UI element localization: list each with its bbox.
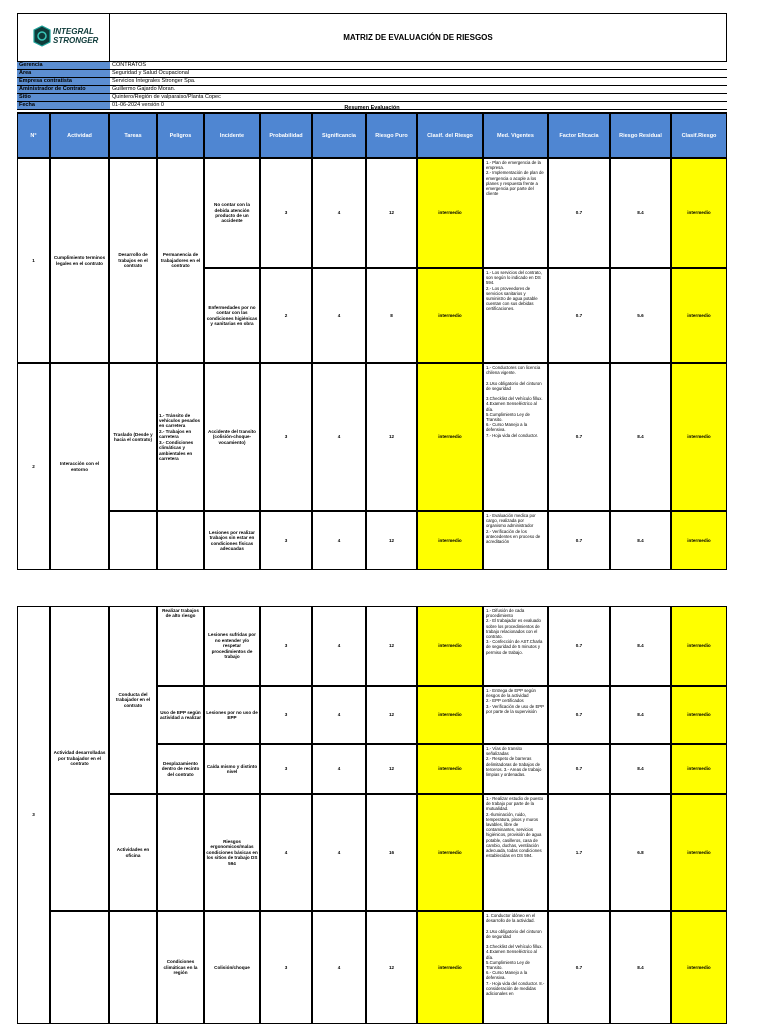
riesgo-residual-cell: 8.4 (610, 606, 671, 686)
info-label: Aministrador de Contrato (17, 86, 110, 93)
incidente-cell: No contar con la debida atención producto de un accidente (204, 158, 260, 268)
info-label: Empresa contratista (17, 78, 110, 85)
info-row (17, 86, 727, 94)
riesgo-puro-cell: 12 (366, 911, 417, 1024)
empty-cell (157, 794, 204, 911)
row-number: 2 (17, 363, 50, 570)
col-header-n: N° (17, 113, 50, 158)
riesgo-residual-cell: 8.4 (610, 363, 671, 511)
info-row (17, 70, 727, 78)
clasif-riesgo-cell: intermedio (671, 158, 727, 268)
significancia-cell: 4 (312, 606, 366, 686)
probabilidad-cell: 4 (260, 794, 312, 911)
factor-eficacia-cell: 0.7 (548, 268, 610, 363)
summary-label: Resumen Evaluación (17, 105, 727, 113)
empty-cell (157, 511, 204, 570)
clasif-cell: intermedio (417, 158, 483, 268)
factor-eficacia-cell: 0.7 (548, 606, 610, 686)
factor-eficacia-cell: 0.7 (548, 511, 610, 570)
incidente-cell: Colisión/choque (204, 911, 260, 1024)
company-logo (32, 24, 98, 50)
clasif-cell: intermedio (417, 686, 483, 744)
actividad-cell: Actividad desarrolladas por trabajador en el contrato (50, 606, 109, 911)
med-vigentes-cell: 1.- Difusión de cada procedimiento 2.- El trabajador es evaluado sobre los procedimientos de trabajo relacionados con el contrato. 3.- Confección de AST.Charla de seguridad de 5 minutos y permiso de trabajo. (483, 606, 548, 686)
col-header-incidente: Incidente (204, 113, 260, 158)
col-header-actividad: Actividad (50, 113, 109, 158)
col-header-clasif-riesgo: Clasif.Riesgo (671, 113, 727, 158)
info-label: Area (17, 70, 110, 77)
actividad-cell: Interacción con el entorno (50, 363, 109, 570)
tarea-cell: Traslado (Desde y hacia el contrato) (109, 363, 157, 511)
significancia-cell: 4 (312, 511, 366, 570)
clasif-cell: intermedio (417, 268, 483, 363)
significancia-cell: 4 (312, 363, 366, 511)
probabilidad-cell: 3 (260, 606, 312, 686)
significancia-cell: 4 (312, 158, 366, 268)
probabilidad-cell: 3 (260, 744, 312, 794)
info-block (17, 62, 727, 110)
med-vigentes-cell: 1.- Realizar estudio de puesto de trabajo por parte de la mutualidad. 2.-Iluminación, ruido, temperatura, pisos y muros lavables, libre de contaminantes, servicios higiénicos, provisión de agua potable, casilleros, casa de cambio, duchas, ventilación adecuada, todas condiciones establecidas en DS 594. (483, 794, 548, 911)
col-header-factor-eficacia: Factor Eficacia (548, 113, 610, 158)
col-header-riesgo-residual: Riesgo Residual (610, 113, 671, 158)
significancia-cell: 4 (312, 686, 366, 744)
info-value: Servicios Integrales Stronger Spa. (112, 78, 196, 84)
empty-cell (50, 911, 109, 1024)
incidente-cell: Lesiones por no uso de EPP (204, 686, 260, 744)
clasif-riesgo-cell: intermedio (671, 606, 727, 686)
col-header-med-vigentes: Med. Vigentes (483, 113, 548, 158)
med-vigentes-cell: 1. Conductor idóneo en el desarrollo de la actividad. 2.Uso obligatorio del cinturon de seguridad 3.Checklist del Vehículo fillux. 4.Examen Senseléctrico al día. 5.Cumplimiento Ley de Transito. 6.- Curso Manejo a la defensiva. 7.- Hoja vida del conductor. 8.- consideración de medidas adicionales en (483, 911, 548, 1024)
incidente-cell: Lesiones sufridas por no entender y/o respetar procedimientos de trabajo (204, 606, 260, 686)
riesgo-residual-cell: 8.4 (610, 744, 671, 794)
riesgo-residual-cell: 5.6 (610, 268, 671, 363)
clasif-riesgo-cell: intermedio (671, 268, 727, 363)
actividad-cell: Cumplimiento terminos legales en el contrato (50, 158, 109, 363)
clasif-cell: intermedio (417, 911, 483, 1024)
riesgo-residual-cell: 8.4 (610, 686, 671, 744)
med-vigentes-cell: 1.- Entrega de EPP según riesgos de la actividad 2.- EPP certificados 3.- Verificación de uso de EPP por parte de la supervisión (483, 686, 548, 744)
logo-cell (17, 13, 110, 62)
riesgo-puro-cell: 12 (366, 606, 417, 686)
col-header-probabilidad: Probabilidad (260, 113, 312, 158)
med-vigentes-cell: 1.- Conductores con licencia chilena vigente. 2.Uso obligatorio del cinturon de seguridad 3.Checklist del Vehículo fillux. 4.Examen Senseléctrico al día. 5.Cumplimiento Ley de Transito. 6.- Curso Manejo a la defensiva. 7.- Hoja vida del conductor. (483, 363, 548, 511)
col-header-peligros: Peligros (157, 113, 204, 158)
page-title: MATRIZ DE EVALUACIÓN DE RIESGOS (109, 13, 727, 62)
clasif-riesgo-cell: intermedio (671, 744, 727, 794)
peligro-cell: Realizar trabajos de alto riesgo (157, 606, 204, 686)
significancia-cell: 4 (312, 911, 366, 1024)
col-header-clasif: Clasif. del Riesgo (417, 113, 483, 158)
factor-eficacia-cell: 0.7 (548, 744, 610, 794)
tarea-cell: Desarrollo de trabajos en el contrato (109, 158, 157, 363)
med-vigentes-cell: 1.- Plan de emergencia de la empresa. 2.- Implementación de plan de emergencia o acople a los planes y respuesta frente a emergencia por parte del cliente (483, 158, 548, 268)
factor-eficacia-cell: 0.7 (548, 158, 610, 268)
page-gap (0, 571, 768, 606)
peligro-cell: Condiciones climáticas en la región (157, 911, 204, 1024)
peligro-cell: Permanencia de trabajadores en el contrato (157, 158, 204, 363)
col-header-significancia: Significancia (312, 113, 366, 158)
probabilidad-cell: 3 (260, 686, 312, 744)
info-value: CONTRATOS (112, 62, 147, 68)
incidente-cell: Caída mismo y distinto nivel (204, 744, 260, 794)
peligro-cell: 1.- Tránsito de vehículos pesados en carretera 2.- Trabajos en carretera 3.- Condiciones climáticas y ambientales en carretera (157, 363, 204, 511)
info-label: Gerencia (17, 62, 110, 69)
probabilidad-cell: 3 (260, 158, 312, 268)
peligro-cell: Uso de EPP según actividad a realizar (157, 686, 204, 744)
probabilidad-cell: 2 (260, 268, 312, 363)
empty-cell (109, 911, 157, 1024)
clasif-cell: intermedio (417, 794, 483, 911)
riesgo-residual-cell: 8.4 (610, 511, 671, 570)
factor-eficacia-cell: 0.7 (548, 686, 610, 744)
clasif-riesgo-cell: intermedio (671, 911, 727, 1024)
riesgo-puro-cell: 12 (366, 744, 417, 794)
riesgo-puro-cell: 12 (366, 158, 417, 268)
significancia-cell: 4 (312, 794, 366, 911)
clasif-riesgo-cell: intermedio (671, 686, 727, 744)
info-value: Seguridad y Salud Ocupacional (112, 70, 190, 76)
info-label: Fecha (17, 102, 110, 109)
incidente-cell: Enfermedades por no contar con las condiciones higiénicas y sanitarias en obra (204, 268, 260, 363)
significancia-cell: 4 (312, 744, 366, 794)
logo-text-stronger: STRONGER (53, 36, 99, 45)
clasif-riesgo-cell: intermedio (671, 511, 727, 570)
row-number: 3 (17, 606, 50, 1024)
riesgo-puro-cell: 12 (366, 511, 417, 570)
riesgo-puro-cell: 8 (366, 268, 417, 363)
clasif-cell: intermedio (417, 606, 483, 686)
row-number: 1 (17, 158, 50, 363)
info-row (17, 94, 727, 102)
col-header-riesgo-puro: Riesgo Puro (366, 113, 417, 158)
logo-text-integral: INTEGRAL (53, 27, 94, 36)
riesgo-puro-cell: 16 (366, 794, 417, 911)
info-row (17, 62, 727, 70)
info-value: 01-06-2024 versión 0 (112, 102, 164, 108)
med-vigentes-cell: 1.- Vías de transito señalizadas 2.- Respeto de barreras delimitadoras de trabajos de terceros. 3.- Areas de trabajo limpias y ordenadas. (483, 744, 548, 794)
med-vigentes-cell: 1.- Los servicios del contrato, son según lo indicado en DS 594. 2.- Los proveedores de servicios sanitarios y suministro de agua potable cuentan con sus debidas certificaciones. (483, 268, 548, 363)
tarea-cell: Conducta del trabajador en el contrato (109, 606, 157, 794)
incidente-cell: Accidente del transito (colisión-choque-vocamiento) (204, 363, 260, 511)
incidente-cell: Lesiones por realizar trabajos sin estar en condiciones físicas adecuadas (204, 511, 260, 570)
probabilidad-cell: 3 (260, 363, 312, 511)
probabilidad-cell: 3 (260, 511, 312, 570)
factor-eficacia-cell: 0.7 (548, 363, 610, 511)
clasif-riesgo-cell: intermedio (671, 794, 727, 911)
info-value: Guillermo Gajardo Moran. (112, 86, 176, 92)
factor-eficacia-cell: 0.7 (548, 911, 610, 1024)
riesgo-puro-cell: 12 (366, 686, 417, 744)
col-header-tareas: Tareas (109, 113, 157, 158)
probabilidad-cell: 3 (260, 911, 312, 1024)
clasif-cell: intermedio (417, 511, 483, 570)
peligro-cell: Desplazamiento dentro de recinto del contrato (157, 744, 204, 794)
riesgo-residual-cell: 8.4 (610, 158, 671, 268)
info-value: Quintero/Región de valparaiso/Planta Copec (112, 94, 221, 100)
significancia-cell: 4 (312, 268, 366, 363)
riesgo-puro-cell: 12 (366, 363, 417, 511)
med-vigentes-cell: 1.- Evaluación medica por cargo, realizada por organismo administrador 2.- Verificación de los antecedentes en proceso de acreditación (483, 511, 548, 570)
clasif-cell: intermedio (417, 744, 483, 794)
riesgo-residual-cell: 6.8 (610, 794, 671, 911)
clasif-cell: intermedio (417, 363, 483, 511)
clasif-riesgo-cell: intermedio (671, 363, 727, 511)
incidente-cell: Riesgos ergonomicos/malas condiciones básicas en los sitios de trabajo DS 594 (204, 794, 260, 911)
info-row (17, 78, 727, 86)
empty-cell (109, 511, 157, 570)
riesgo-residual-cell: 8.4 (610, 911, 671, 1024)
tarea-cell: Actividades en oficina (109, 794, 157, 911)
info-label: Sitio (17, 94, 110, 101)
factor-eficacia-cell: 1.7 (548, 794, 610, 911)
